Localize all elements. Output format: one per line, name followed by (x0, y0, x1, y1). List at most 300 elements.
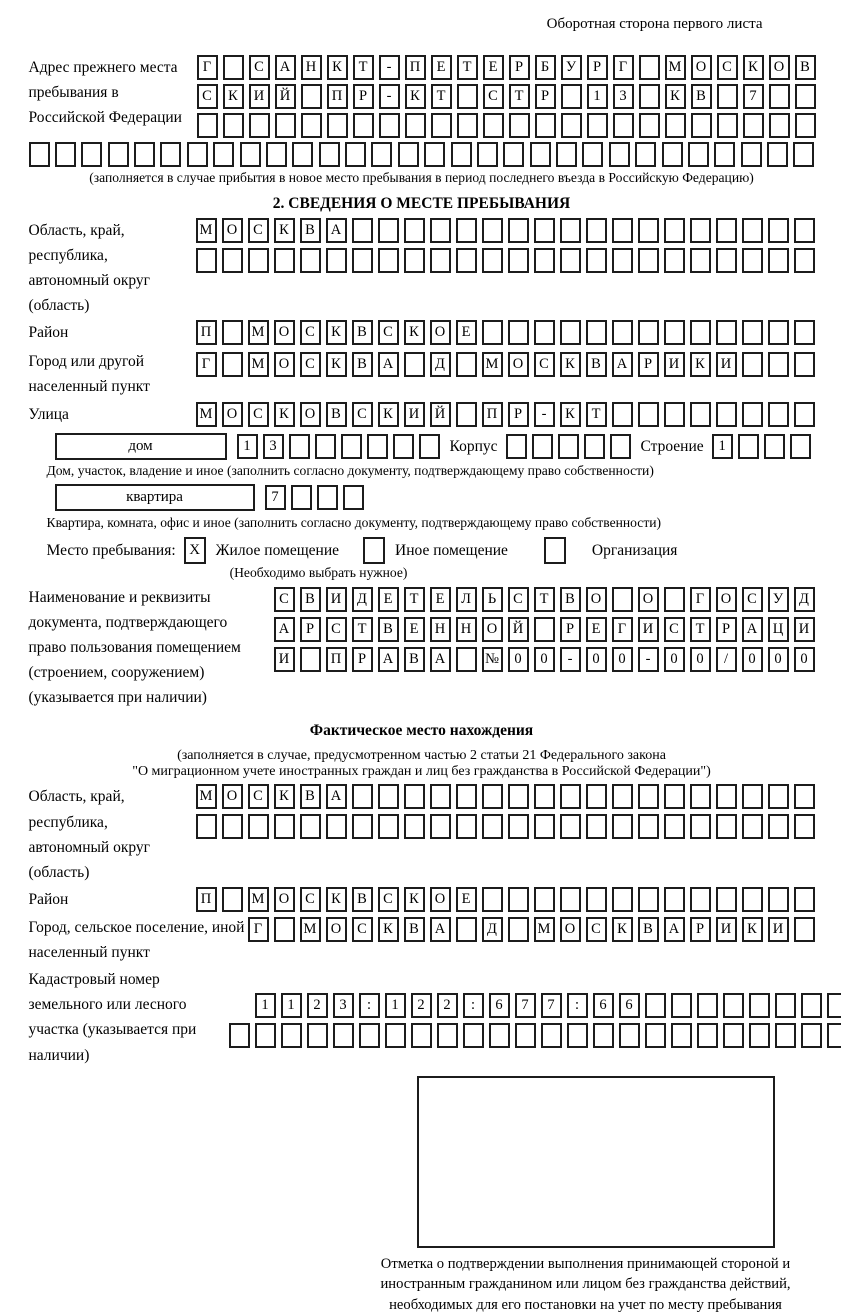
char-box[interactable] (612, 587, 633, 612)
char-box[interactable]: Р (508, 402, 529, 427)
char-box[interactable] (300, 248, 321, 273)
char-box[interactable] (716, 248, 737, 273)
char-box[interactable] (664, 248, 685, 273)
char-box[interactable] (768, 248, 789, 273)
char-box[interactable]: М (248, 887, 269, 912)
apartment-number-cells[interactable] (265, 485, 364, 510)
char-box[interactable] (795, 113, 816, 138)
char-box[interactable]: 1 (712, 434, 733, 459)
char-box[interactable] (794, 248, 815, 273)
char-box[interactable]: Е (431, 55, 452, 80)
char-box[interactable]: Г (613, 55, 634, 80)
char-box[interactable] (801, 993, 822, 1018)
char-box[interactable] (398, 142, 419, 167)
char-box[interactable] (319, 142, 340, 167)
char-box[interactable] (801, 1023, 822, 1048)
char-box[interactable]: О (430, 320, 451, 345)
char-box[interactable] (456, 647, 477, 672)
char-box[interactable]: 3 (613, 84, 634, 109)
city-row[interactable] (196, 352, 815, 377)
char-box[interactable] (612, 248, 633, 273)
prev-address-row-3[interactable] (197, 113, 816, 138)
char-box[interactable]: К (327, 55, 348, 80)
char-box[interactable] (716, 320, 737, 345)
char-box[interactable] (55, 142, 76, 167)
char-box[interactable]: А (742, 617, 763, 642)
char-box[interactable]: 1 (255, 993, 276, 1018)
char-box[interactable] (345, 142, 366, 167)
char-box[interactable]: 1 (281, 993, 302, 1018)
char-box[interactable] (378, 248, 399, 273)
char-box[interactable] (327, 113, 348, 138)
char-box[interactable] (612, 784, 633, 809)
char-box[interactable] (775, 1023, 796, 1048)
char-box[interactable] (229, 1023, 250, 1048)
char-box[interactable]: 0 (534, 647, 555, 672)
char-box[interactable]: Д (482, 917, 503, 942)
char-box[interactable]: В (352, 352, 373, 377)
char-box[interactable]: С (326, 617, 347, 642)
char-box[interactable]: О (508, 352, 529, 377)
char-box[interactable]: И (768, 917, 789, 942)
char-box[interactable] (419, 434, 440, 459)
char-box[interactable] (457, 113, 478, 138)
char-box[interactable] (635, 142, 656, 167)
char-box[interactable] (197, 113, 218, 138)
char-box[interactable] (482, 814, 503, 839)
char-box[interactable]: К (560, 402, 581, 427)
char-box[interactable]: К (274, 218, 295, 243)
char-box[interactable] (187, 142, 208, 167)
char-box[interactable] (457, 84, 478, 109)
char-box[interactable] (794, 784, 815, 809)
char-box[interactable]: : (359, 993, 380, 1018)
char-box[interactable] (437, 1023, 458, 1048)
char-box[interactable] (393, 434, 414, 459)
char-box[interactable]: С (300, 887, 321, 912)
char-box[interactable]: Ц (768, 617, 789, 642)
char-box[interactable]: М (482, 352, 503, 377)
char-box[interactable]: О (222, 784, 243, 809)
char-box[interactable] (508, 218, 529, 243)
char-box[interactable]: С (717, 55, 738, 80)
document-row-1[interactable] (274, 587, 815, 612)
char-box[interactable] (638, 320, 659, 345)
char-box[interactable] (690, 218, 711, 243)
char-box[interactable] (716, 887, 737, 912)
char-box[interactable]: В (404, 647, 425, 672)
char-box[interactable]: № (482, 647, 503, 672)
char-box[interactable]: Е (378, 587, 399, 612)
char-box[interactable]: В (326, 402, 347, 427)
char-box[interactable] (281, 1023, 302, 1048)
char-box[interactable] (612, 402, 633, 427)
char-box[interactable] (639, 55, 660, 80)
char-box[interactable] (534, 784, 555, 809)
char-box[interactable] (645, 1023, 666, 1048)
char-box[interactable] (749, 993, 770, 1018)
char-box[interactable]: А (430, 647, 451, 672)
char-box[interactable]: К (326, 352, 347, 377)
region-row-1[interactable] (196, 218, 815, 243)
char-box[interactable] (560, 248, 581, 273)
char-box[interactable]: Т (457, 55, 478, 80)
char-box[interactable] (690, 887, 711, 912)
char-box[interactable]: Т (534, 587, 555, 612)
char-box[interactable]: К (378, 402, 399, 427)
char-box[interactable] (506, 434, 527, 459)
char-box[interactable]: Т (353, 55, 374, 80)
char-box[interactable] (742, 352, 763, 377)
char-box[interactable] (326, 814, 347, 839)
char-box[interactable]: О (222, 218, 243, 243)
char-box[interactable]: П (482, 402, 503, 427)
char-box[interactable] (378, 814, 399, 839)
char-box[interactable] (664, 402, 685, 427)
char-box[interactable] (482, 248, 503, 273)
char-box[interactable] (665, 113, 686, 138)
char-box[interactable]: 0 (768, 647, 789, 672)
char-box[interactable]: У (768, 587, 789, 612)
char-box[interactable]: Т (586, 402, 607, 427)
char-box[interactable]: Р (587, 55, 608, 80)
char-box[interactable] (456, 402, 477, 427)
prev-address-row-4[interactable] (29, 142, 815, 167)
checkbox-organization[interactable] (544, 537, 566, 564)
char-box[interactable] (456, 784, 477, 809)
char-box[interactable] (534, 814, 555, 839)
char-box[interactable] (742, 248, 763, 273)
char-box[interactable] (587, 113, 608, 138)
char-box[interactable] (404, 218, 425, 243)
char-box[interactable] (532, 434, 553, 459)
char-box[interactable] (515, 1023, 536, 1048)
char-box[interactable]: 1 (237, 434, 258, 459)
cadastral-row-2[interactable] (229, 1023, 841, 1048)
char-box[interactable] (535, 113, 556, 138)
char-box[interactable] (352, 218, 373, 243)
char-box[interactable] (503, 142, 524, 167)
char-box[interactable]: - (638, 647, 659, 672)
char-box[interactable] (353, 113, 374, 138)
char-box[interactable]: 2 (411, 993, 432, 1018)
char-box[interactable] (359, 1023, 380, 1048)
char-box[interactable]: О (274, 887, 295, 912)
char-box[interactable] (341, 434, 362, 459)
char-box[interactable] (255, 1023, 276, 1048)
char-box[interactable]: 7 (265, 485, 286, 510)
char-box[interactable]: 0 (586, 647, 607, 672)
char-box[interactable] (530, 142, 551, 167)
char-box[interactable] (558, 434, 579, 459)
char-box[interactable] (534, 887, 555, 912)
char-box[interactable] (508, 887, 529, 912)
char-box[interactable]: : (567, 993, 588, 1018)
char-box[interactable] (508, 917, 529, 942)
char-box[interactable] (638, 814, 659, 839)
char-box[interactable] (430, 218, 451, 243)
char-box[interactable]: Ь (482, 587, 503, 612)
char-box[interactable]: 6 (593, 993, 614, 1018)
char-box[interactable]: 6 (619, 993, 640, 1018)
char-box[interactable]: В (795, 55, 816, 80)
char-box[interactable] (691, 113, 712, 138)
char-box[interactable] (463, 1023, 484, 1048)
char-box[interactable]: И (716, 352, 737, 377)
char-box[interactable]: 0 (794, 647, 815, 672)
char-box[interactable]: О (482, 617, 503, 642)
char-box[interactable] (690, 784, 711, 809)
char-box[interactable]: Д (794, 587, 815, 612)
char-box[interactable] (560, 814, 581, 839)
char-box[interactable] (222, 352, 243, 377)
char-box[interactable] (404, 248, 425, 273)
document-row-3[interactable] (274, 647, 815, 672)
char-box[interactable] (292, 142, 313, 167)
char-box[interactable]: И (664, 352, 685, 377)
char-box[interactable]: А (378, 647, 399, 672)
char-box[interactable]: Р (638, 352, 659, 377)
char-box[interactable]: И (638, 617, 659, 642)
char-box[interactable] (716, 402, 737, 427)
house-number-cells[interactable] (237, 434, 440, 459)
char-box[interactable]: 0 (664, 647, 685, 672)
char-box[interactable] (645, 993, 666, 1018)
char-box[interactable] (343, 485, 364, 510)
char-box[interactable] (430, 248, 451, 273)
char-box[interactable] (508, 320, 529, 345)
char-box[interactable] (741, 142, 762, 167)
char-box[interactable]: У (561, 55, 582, 80)
char-box[interactable] (717, 113, 738, 138)
char-box[interactable]: О (560, 917, 581, 942)
char-box[interactable] (639, 84, 660, 109)
char-box[interactable] (29, 142, 50, 167)
char-box[interactable] (291, 485, 312, 510)
char-box[interactable]: О (586, 587, 607, 612)
char-box[interactable]: О (430, 887, 451, 912)
char-box[interactable]: П (196, 320, 217, 345)
char-box[interactable]: Й (430, 402, 451, 427)
char-box[interactable]: О (274, 352, 295, 377)
char-box[interactable] (769, 113, 790, 138)
document-row-2[interactable] (274, 617, 815, 642)
char-box[interactable]: С (248, 784, 269, 809)
char-box[interactable]: Е (586, 617, 607, 642)
char-box[interactable] (664, 784, 685, 809)
char-box[interactable]: 1 (385, 993, 406, 1018)
char-box[interactable]: К (560, 352, 581, 377)
char-box[interactable]: Н (301, 55, 322, 80)
char-box[interactable]: С (664, 617, 685, 642)
char-box[interactable]: Б (535, 55, 556, 80)
char-box[interactable] (222, 248, 243, 273)
char-box[interactable] (430, 784, 451, 809)
char-box[interactable] (664, 320, 685, 345)
char-box[interactable] (404, 814, 425, 839)
korpus-cells[interactable] (506, 434, 631, 459)
char-box[interactable] (610, 434, 631, 459)
char-box[interactable] (352, 784, 373, 809)
char-box[interactable] (690, 320, 711, 345)
char-box[interactable] (108, 142, 129, 167)
char-box[interactable]: Р (300, 617, 321, 642)
char-box[interactable]: К (612, 917, 633, 942)
char-box[interactable] (768, 218, 789, 243)
char-box[interactable]: Т (509, 84, 530, 109)
actual-region-row-1[interactable] (196, 784, 815, 809)
char-box[interactable]: 7 (515, 993, 536, 1018)
char-box[interactable]: А (430, 917, 451, 942)
char-box[interactable] (274, 917, 295, 942)
char-box[interactable]: С (352, 917, 373, 942)
char-box[interactable] (768, 784, 789, 809)
char-box[interactable]: В (300, 218, 321, 243)
prev-address-row-1[interactable] (197, 55, 816, 80)
char-box[interactable] (764, 434, 785, 459)
char-box[interactable]: Р (690, 917, 711, 942)
char-box[interactable] (697, 1023, 718, 1048)
char-box[interactable] (371, 142, 392, 167)
char-box[interactable] (794, 917, 815, 942)
char-box[interactable] (638, 887, 659, 912)
char-box[interactable]: О (716, 587, 737, 612)
char-box[interactable]: С (248, 218, 269, 243)
char-box[interactable] (223, 113, 244, 138)
char-box[interactable] (742, 887, 763, 912)
char-box[interactable] (638, 784, 659, 809)
char-box[interactable] (638, 402, 659, 427)
char-box[interactable] (586, 320, 607, 345)
char-box[interactable] (775, 993, 796, 1018)
char-box[interactable] (508, 784, 529, 809)
char-box[interactable]: О (326, 917, 347, 942)
char-box[interactable] (612, 887, 633, 912)
char-box[interactable] (742, 814, 763, 839)
char-box[interactable]: О (638, 587, 659, 612)
char-box[interactable]: Г (690, 587, 711, 612)
char-box[interactable]: С (197, 84, 218, 109)
char-box[interactable] (482, 218, 503, 243)
char-box[interactable] (690, 248, 711, 273)
char-box[interactable]: 0 (612, 647, 633, 672)
char-box[interactable] (489, 1023, 510, 1048)
char-box[interactable] (582, 142, 603, 167)
char-box[interactable]: Е (404, 617, 425, 642)
char-box[interactable] (508, 248, 529, 273)
char-box[interactable]: В (300, 784, 321, 809)
char-box[interactable] (716, 814, 737, 839)
actual-city-row[interactable] (248, 917, 815, 942)
char-box[interactable] (560, 887, 581, 912)
char-box[interactable] (482, 784, 503, 809)
char-box[interactable] (378, 218, 399, 243)
char-box[interactable]: - (534, 402, 555, 427)
char-box[interactable] (717, 84, 738, 109)
char-box[interactable] (160, 142, 181, 167)
char-box[interactable] (424, 142, 445, 167)
char-box[interactable] (541, 1023, 562, 1048)
char-box[interactable]: И (794, 617, 815, 642)
char-box[interactable]: В (691, 84, 712, 109)
char-box[interactable] (612, 320, 633, 345)
char-box[interactable]: В (352, 887, 373, 912)
district-row[interactable] (196, 320, 815, 345)
char-box[interactable]: П (326, 647, 347, 672)
char-box[interactable]: 3 (333, 993, 354, 1018)
char-box[interactable] (274, 248, 295, 273)
char-box[interactable] (794, 814, 815, 839)
char-box[interactable] (567, 1023, 588, 1048)
char-box[interactable] (301, 113, 322, 138)
char-box[interactable]: С (742, 587, 763, 612)
char-box[interactable] (612, 218, 633, 243)
char-box[interactable] (274, 814, 295, 839)
char-box[interactable]: М (196, 784, 217, 809)
char-box[interactable] (827, 1023, 841, 1048)
char-box[interactable]: 2 (307, 993, 328, 1018)
char-box[interactable] (742, 320, 763, 345)
cadastral-row-1[interactable] (255, 993, 841, 1018)
char-box[interactable]: - (379, 84, 400, 109)
char-box[interactable]: О (222, 402, 243, 427)
char-box[interactable] (768, 320, 789, 345)
char-box[interactable] (560, 784, 581, 809)
char-box[interactable] (613, 113, 634, 138)
char-box[interactable] (196, 248, 217, 273)
char-box[interactable]: К (404, 320, 425, 345)
actual-region-row-2[interactable] (196, 814, 815, 839)
char-box[interactable]: А (664, 917, 685, 942)
char-box[interactable] (315, 434, 336, 459)
char-box[interactable] (333, 1023, 354, 1048)
char-box[interactable] (367, 434, 388, 459)
char-box[interactable] (609, 142, 630, 167)
char-box[interactable] (664, 887, 685, 912)
char-box[interactable]: 3 (263, 434, 284, 459)
char-box[interactable]: А (326, 784, 347, 809)
char-box[interactable] (379, 113, 400, 138)
char-box[interactable] (586, 887, 607, 912)
char-box[interactable] (482, 887, 503, 912)
char-box[interactable] (794, 320, 815, 345)
char-box[interactable] (794, 218, 815, 243)
char-box[interactable] (352, 814, 373, 839)
char-box[interactable]: Т (431, 84, 452, 109)
char-box[interactable]: П (327, 84, 348, 109)
char-box[interactable]: К (690, 352, 711, 377)
char-box[interactable]: В (378, 617, 399, 642)
char-box[interactable] (794, 887, 815, 912)
char-box[interactable] (456, 248, 477, 273)
char-box[interactable]: К (665, 84, 686, 109)
char-box[interactable]: К (742, 917, 763, 942)
char-box[interactable]: С (248, 402, 269, 427)
char-box[interactable] (561, 84, 582, 109)
char-box[interactable] (794, 402, 815, 427)
char-box[interactable]: 2 (437, 993, 458, 1018)
char-box[interactable] (690, 814, 711, 839)
char-box[interactable] (556, 142, 577, 167)
char-box[interactable] (213, 142, 234, 167)
char-box[interactable]: Й (275, 84, 296, 109)
char-box[interactable] (768, 814, 789, 839)
char-box[interactable]: М (300, 917, 321, 942)
char-box[interactable] (723, 993, 744, 1018)
char-box[interactable] (586, 248, 607, 273)
char-box[interactable]: И (274, 647, 295, 672)
char-box[interactable] (456, 917, 477, 942)
